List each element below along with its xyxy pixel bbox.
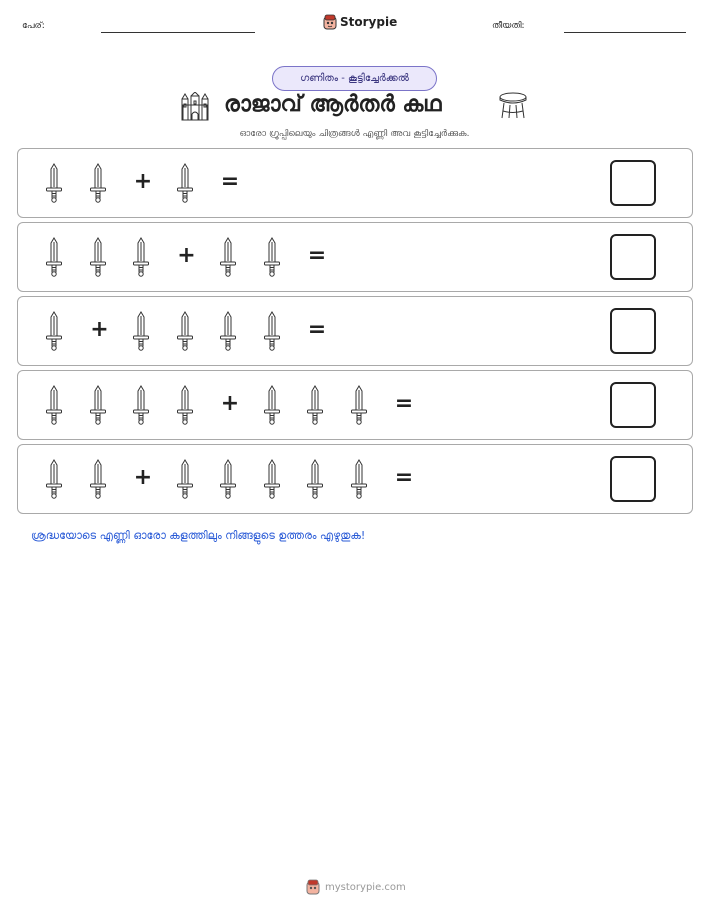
footer (306, 879, 406, 895)
name-line[interactable] (101, 32, 255, 33)
answer-box[interactable] (610, 456, 656, 502)
sword-icon (263, 237, 281, 281)
answer-box[interactable] (610, 382, 656, 428)
storypie-mascot-icon (323, 14, 337, 30)
sword-icon (45, 385, 63, 429)
sword-icon (263, 459, 281, 503)
equals-sign: = (394, 391, 414, 416)
category-pill: ഗണിതം - കൂട്ടിച്ചേർക്കൽ (272, 66, 437, 91)
equals-sign: = (307, 317, 327, 342)
sword-icon (45, 459, 63, 503)
sword-icon (176, 385, 194, 429)
sword-icon (219, 311, 237, 355)
brand-name: Storypie (340, 15, 398, 29)
sword-icon (350, 459, 368, 503)
problem-row (17, 444, 693, 514)
sword-icon (45, 237, 63, 281)
sword-icon (306, 385, 324, 429)
sword-icon (263, 311, 281, 355)
sword-icon (219, 459, 237, 503)
equals-sign: = (307, 243, 327, 268)
page-title: രാജാവ് ആർതർ കഥ (224, 92, 442, 117)
instructions: ഓരോ ഗ്രൂപ്പിലെയും ചിത്രങ്ങൾ എണ്ണി അവ കൂട്ടിച്ചേർക്കുക. (239, 129, 470, 139)
date-label: തീയതി: (492, 21, 525, 31)
sword-icon (132, 311, 150, 355)
date-line[interactable] (564, 32, 686, 33)
answer-box[interactable] (610, 234, 656, 280)
problem-row (17, 296, 693, 366)
sword-icon (89, 385, 107, 429)
plus-sign: + (90, 317, 109, 342)
sword-icon (89, 163, 107, 207)
storypie-mascot-icon (306, 879, 320, 895)
footer-url[interactable]: mystorypie.com (325, 881, 406, 893)
sword-icon (263, 385, 281, 429)
round-table-icon (498, 92, 528, 120)
sword-icon (132, 385, 150, 429)
sword-icon (350, 385, 368, 429)
worksheet-header (0, 12, 709, 42)
sword-icon (176, 459, 194, 503)
sword-icon (176, 311, 194, 355)
equals-sign: = (394, 465, 414, 490)
plus-sign: + (133, 465, 153, 490)
sword-icon (306, 459, 324, 503)
plus-sign: + (133, 169, 153, 194)
problem-row (17, 148, 693, 218)
equals-sign: = (220, 169, 240, 194)
name-label: പേര്: (22, 21, 45, 31)
sword-icon (176, 163, 194, 207)
title-row (0, 90, 709, 124)
castle-icon (180, 92, 210, 122)
sword-icon (219, 237, 237, 281)
sword-icon (45, 163, 63, 207)
encouragement-note: ശ്രദ്ധയോടെ എണ്ണി ഓരോ കളത്തിലും നിങ്ങളുടെ ഉത്തരം എഴുതുക! (31, 529, 366, 542)
sword-icon (132, 237, 150, 281)
plus-sign: + (177, 243, 196, 268)
sword-icon (89, 459, 107, 503)
sword-icon (45, 311, 63, 355)
brand-logo (323, 14, 397, 30)
problem-row (17, 222, 693, 292)
sword-icon (89, 237, 107, 281)
answer-box[interactable] (610, 160, 656, 206)
answer-box[interactable] (610, 308, 656, 354)
problem-row (17, 370, 693, 440)
plus-sign: + (220, 391, 240, 416)
